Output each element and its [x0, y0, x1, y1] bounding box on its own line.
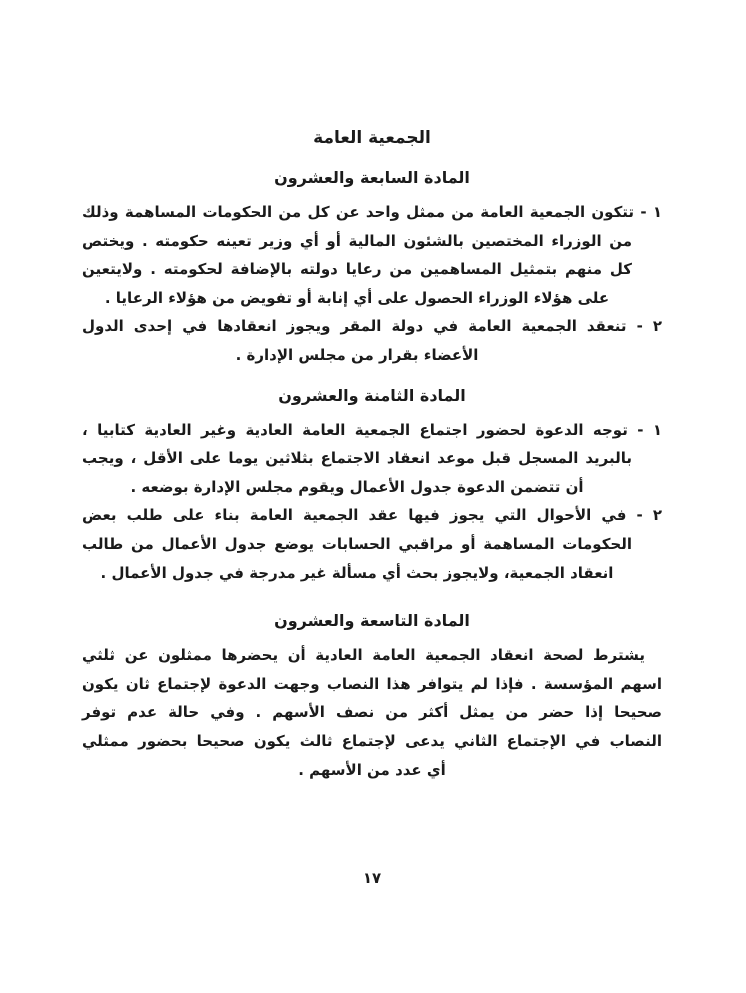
paragraph-27-1	[82, 198, 662, 312]
text-line: بالبريد المسجل قبل موعد انعقاد الاجتماع بثلاثين يوما على الأقل ، ويجب	[82, 449, 632, 468]
text-line: من الوزراء المختصين بالشئون المالية أو أي وزير تعينه حكومته . ويختص	[82, 231, 632, 250]
text-line: انعقاد الجمعية، ولايجوز بحث أي مسألة غير مدرجة في جدول الأعمال .	[100, 563, 614, 582]
paragraph-28-2	[82, 501, 662, 587]
article-29-section	[82, 607, 662, 784]
text-line: كل منهم بتمثيل المساهمين من رعايا دولته بالإضافة لحكومته . ولايتعين	[82, 260, 632, 279]
text-line: أن تتضمن الدعوة جدول الأعمال ويقوم مجلس الإدارة بوضعه .	[130, 477, 584, 496]
paragraph-marker: ١ -	[640, 203, 662, 221]
text-line: الحكومات المساهمة أو مراقبي الحسابات يوضع جدول الأعمال من طالب	[82, 534, 632, 553]
text-line-content: توجه الدعوة لحضور اجتماع الجمعية العامة العادية وغير العادية كتابيا ،	[82, 420, 628, 439]
text-line: صحيحا إذا حضر من يمثل أكثر من نصف الأسهم . وفي حالة عدم توفر	[82, 703, 662, 722]
paragraph-27-2	[82, 312, 662, 369]
text-line: النصاب في الإجتماع الثاني يدعى لإجتماع ثالث يكون صحيحا بحضور ممثلي	[82, 731, 662, 750]
text-line: اسهم المؤسسة . فإذا لم يتوافر هذا النصاب وجهت الدعوة لإجتماع ثان يكون	[82, 674, 662, 693]
text-line	[82, 416, 662, 445]
text-line	[82, 312, 662, 341]
text-line: الأعضاء بقرار من مجلس الإدارة .	[235, 345, 479, 364]
article-29-heading: المادة التاسعة والعشرون	[274, 611, 470, 631]
text-line-content: تتكون الجمعية العامة من ممثل واحد عن كل من الحكومات المساهمة وذلك	[82, 203, 635, 221]
text-line: يشترط لصحة انعقاد الجمعية العامة العادية أن يحضرها ممثلون عن ثلثي	[82, 646, 645, 665]
paragraph-28-1	[82, 416, 662, 502]
paragraph-29-1	[82, 641, 662, 784]
text-line-content: في الأحوال التي يجوز فيها عقد الجمعية العامة بناء على طلب بعض	[82, 506, 627, 525]
text-line: أي عدد من الأسهم .	[298, 760, 446, 779]
paragraph-marker: ٢ -	[636, 317, 662, 336]
text-line-content: تنعقد الجمعية العامة في دولة المقر ويجوز انعقادها في إحدى الدول	[82, 317, 627, 336]
page-number: ١٧	[362, 869, 382, 888]
article-28-section	[82, 382, 662, 588]
article-27-heading: المادة السابعة والعشرون	[274, 168, 470, 187]
text-line: على هؤلاء الوزراء الحصول على أي إنابة أو تفويض من هؤلاء الرعايا .	[104, 288, 610, 307]
page-title: الجمعية العامة	[313, 128, 431, 148]
paragraph-marker: ١ -	[637, 420, 662, 439]
text-line	[82, 198, 662, 227]
text-line	[82, 501, 662, 530]
article-27-section	[82, 164, 662, 370]
paragraph-marker: ٢ -	[636, 506, 662, 525]
article-28-heading: المادة الثامنة والعشرون	[278, 385, 466, 405]
